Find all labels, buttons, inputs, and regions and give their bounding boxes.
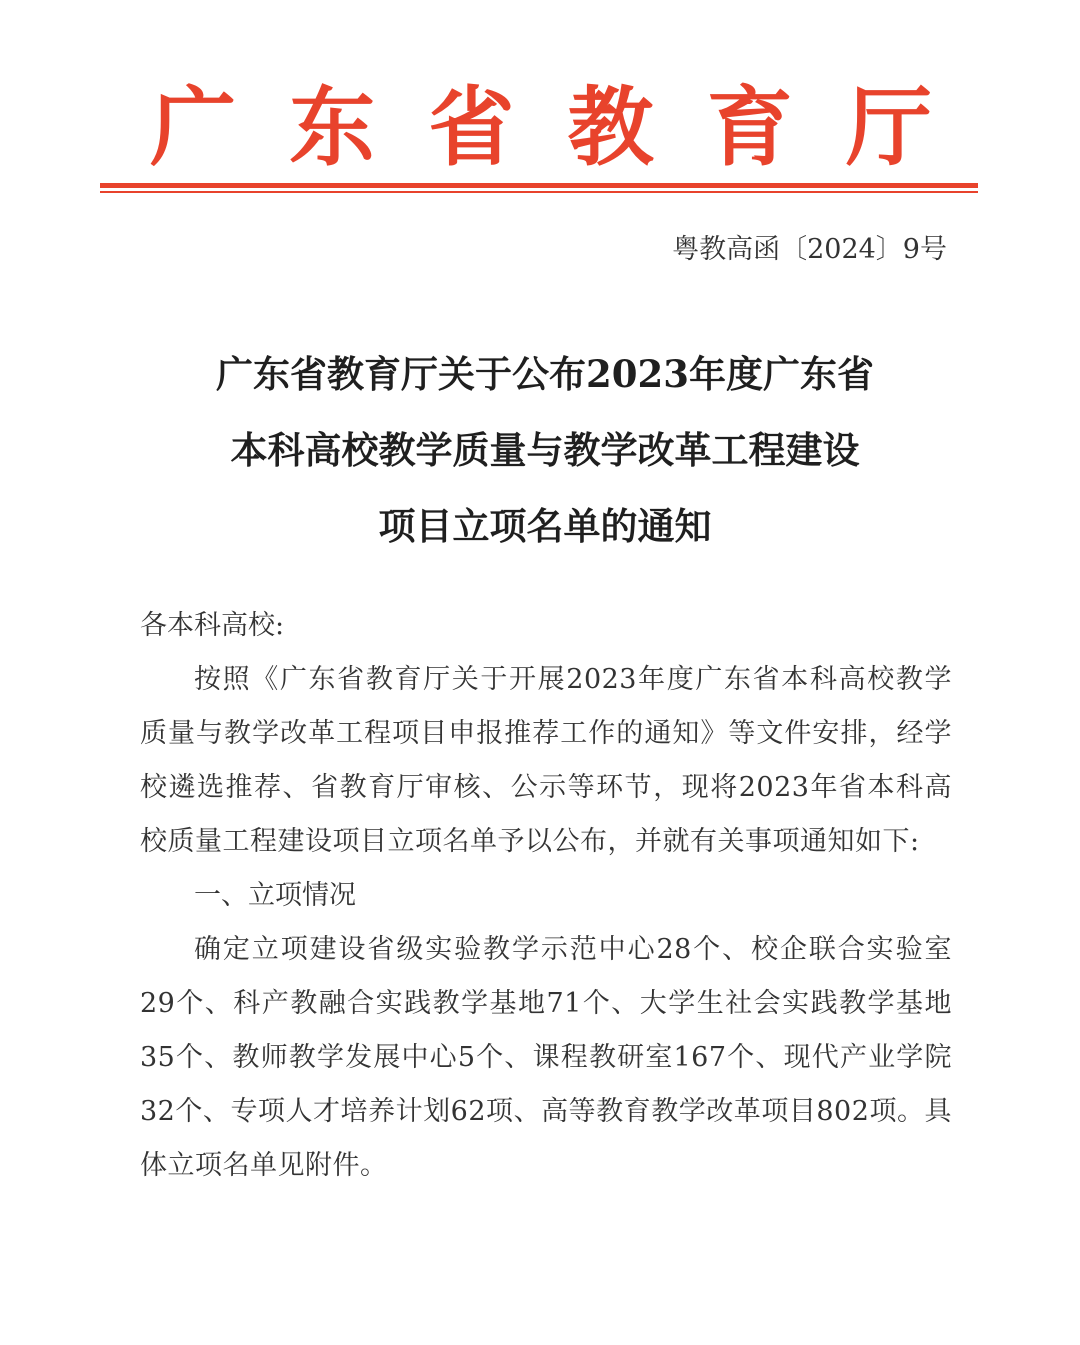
masthead-rule-thin — [100, 191, 978, 193]
document-title — [140, 336, 950, 564]
section-paragraph: 确定立项建设省级实验教学示范中心28个、校企联合实验室29个、科产教融合实践教学基地71个、大学生社会实践教学基地35个、教师教学发展中心5个、课程教研室167个、现代产业学院32个、专项人才培养计划62项、高等教育教学改革项目802项。具体立项名单见附件。 — [140, 934, 952, 1181]
intro-paragraph: 按照《广东省教育厅关于开展2023年度广东省本科高校教学质量与教学改革工程项目申报推荐工作的通知》等文件安排，经学校遴选推荐、省教育厅审核、公示等环节，现将2023年省本科高校质量工程建设项目立项名单予以公布，并就有关事项通知如下: — [140, 664, 952, 857]
masthead-letterhead — [100, 78, 980, 178]
masthead-char: 省 — [428, 77, 515, 178]
title-line: 本科高校教学质量与教学改革工程建设 — [230, 428, 860, 472]
masthead-char: 厅 — [845, 77, 932, 178]
document-number: 粤教高函〔2024〕9号 — [672, 234, 947, 265]
section-heading: 一、立项情况 — [194, 880, 356, 911]
title-line: 项目立项名单的通知 — [378, 504, 712, 548]
masthead-char: 广 — [150, 77, 236, 178]
document-body — [140, 599, 952, 1193]
salutation: 各本科高校: — [140, 610, 285, 641]
masthead-char: 东 — [289, 77, 376, 178]
masthead-rule-thick — [100, 183, 978, 188]
title-line: 广东省教育厅关于公布2023年度广东省 — [216, 352, 874, 396]
masthead-char: 育 — [706, 77, 793, 178]
masthead-char: 教 — [567, 77, 654, 178]
